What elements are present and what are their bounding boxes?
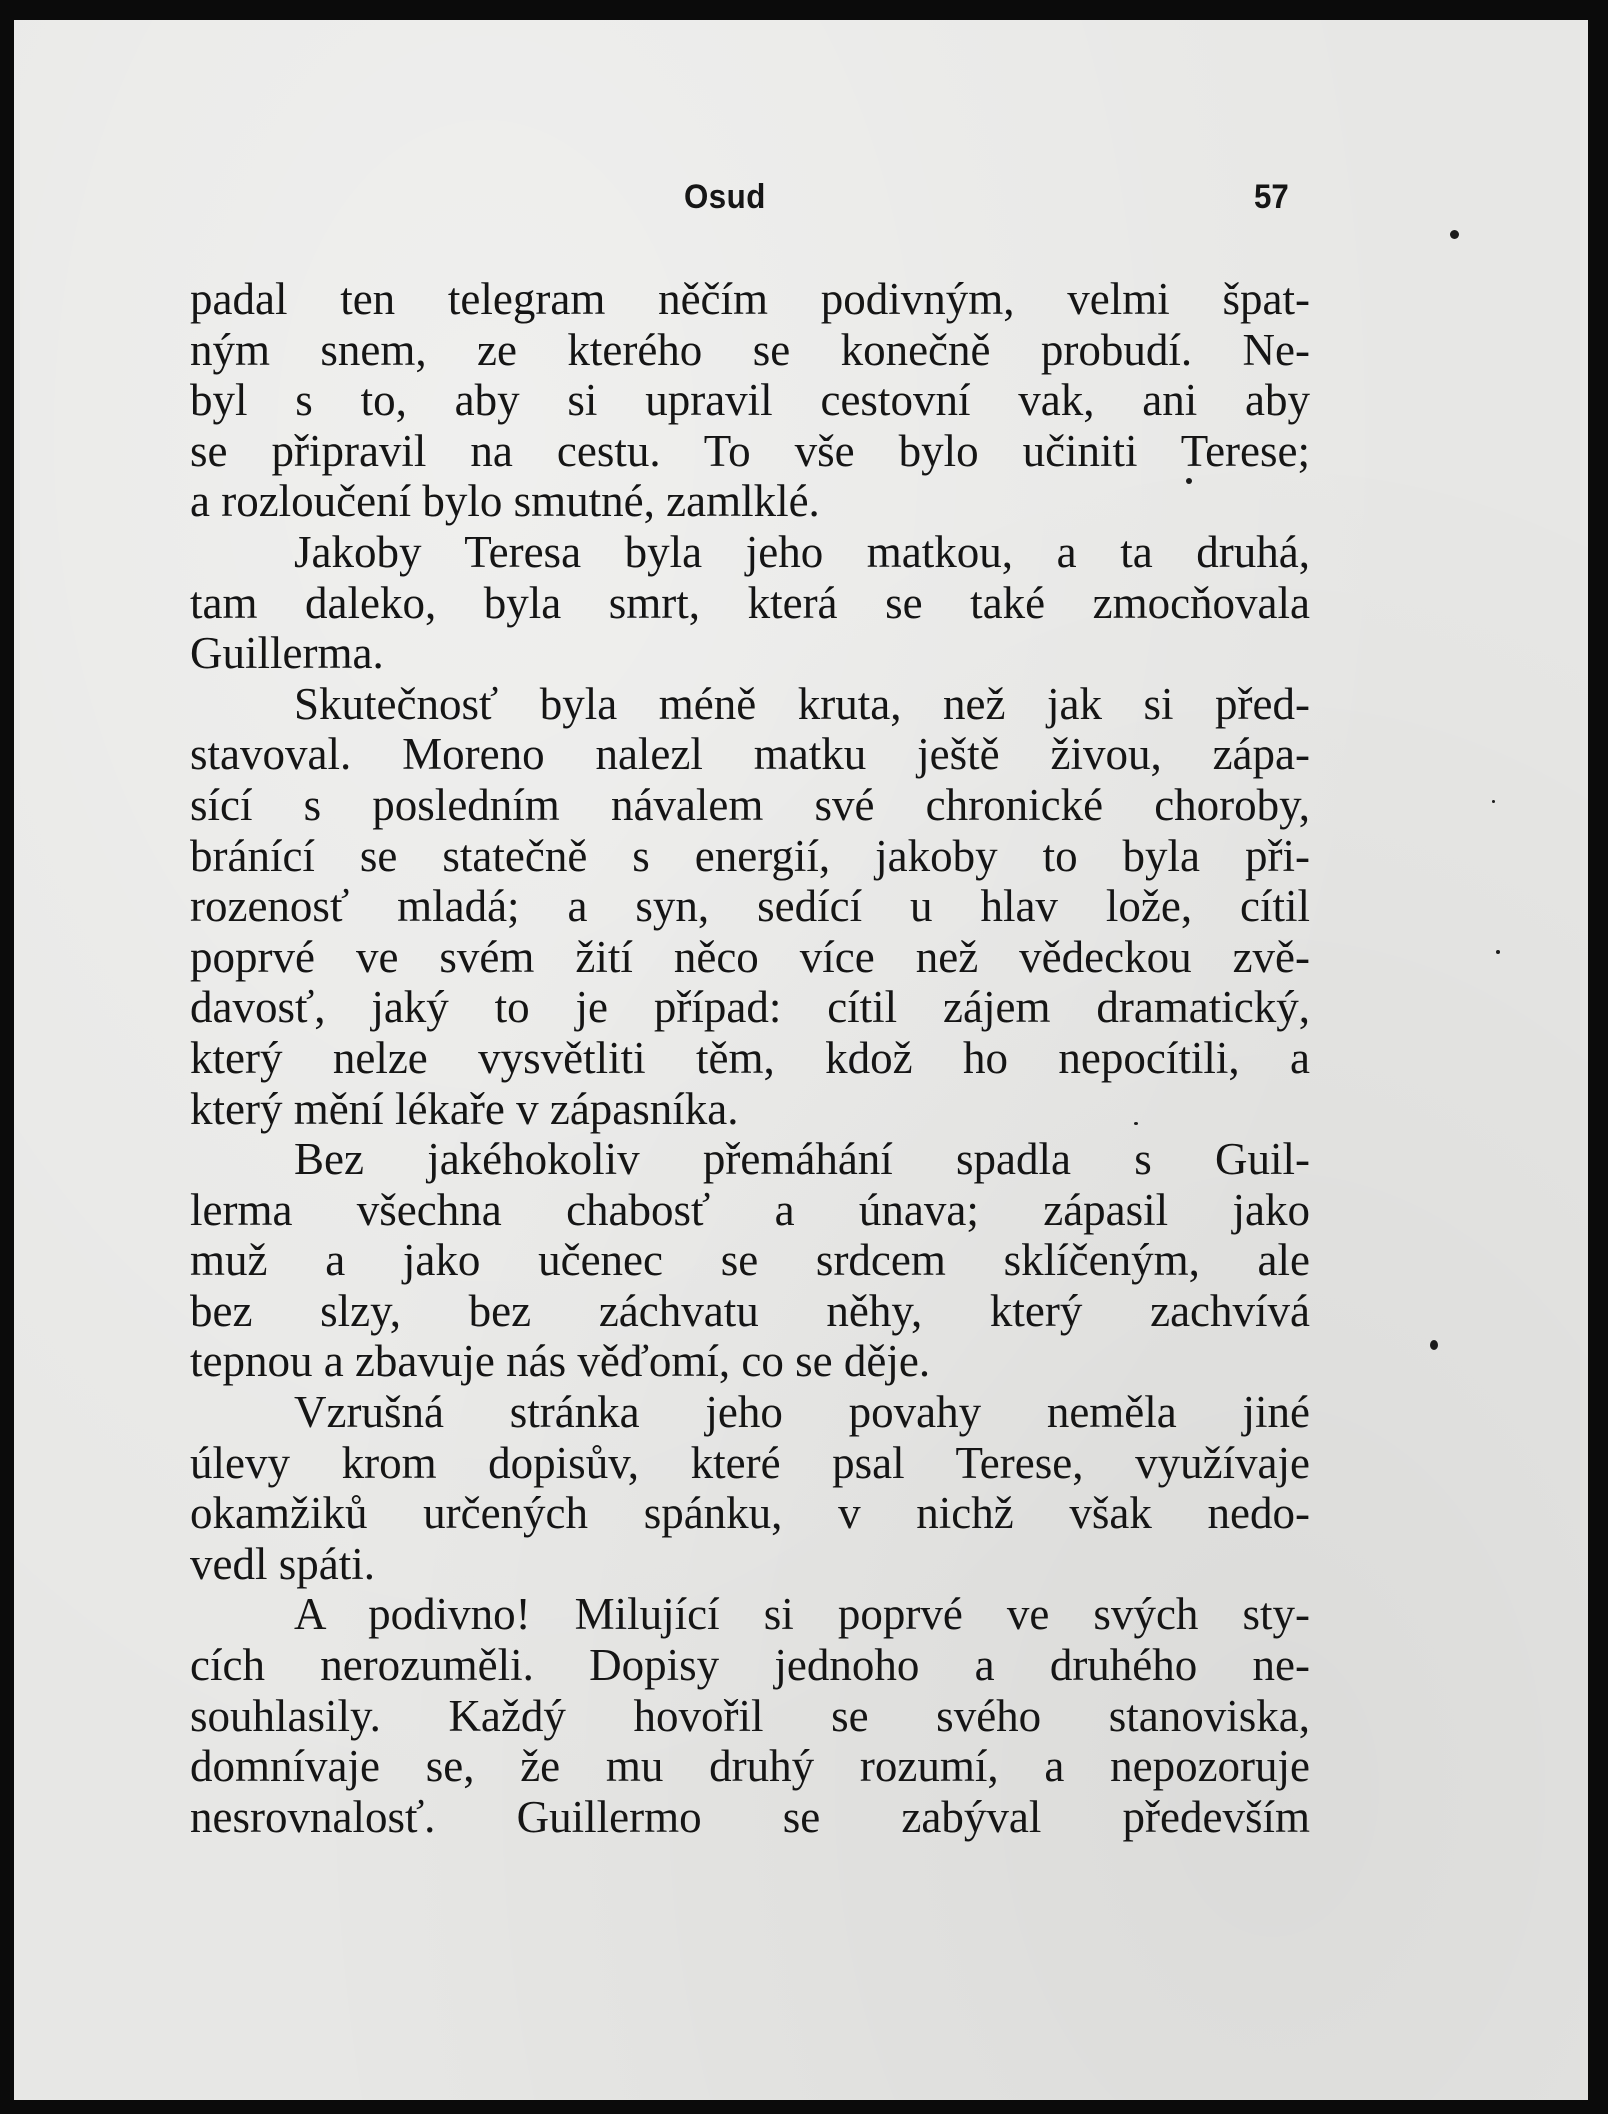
text-line: souhlasily. Každý hovořil se svého stanoviska,	[190, 1690, 1310, 1741]
text-line: lerma všechna chabosť a únava; zápasil jako	[190, 1184, 1310, 1235]
text-line: ným snem, ze kterého se konečně probudí. Ne-	[190, 324, 1310, 375]
scan-speck	[1492, 800, 1495, 803]
text-line: stavoval. Moreno nalezl matku ještě živou, zápa-	[190, 729, 1310, 780]
text-line: sící s posledním návalem své chronické choroby,	[190, 779, 1310, 830]
text-line: muž a jako učenec se srdcem sklíčeným, ale	[190, 1235, 1310, 1286]
text-line: bez slzy, bez záchvatu něhy, který zachvívá	[190, 1285, 1310, 1336]
text-line: tam daleko, byla smrt, která se také zmocňovala	[190, 577, 1310, 628]
text-line: vedl spáti.	[190, 1538, 375, 1589]
text-line: který mění lékaře v zápasníka.	[190, 1083, 739, 1134]
text-line: A podivno! Milující si poprvé ve svých sty-	[294, 1589, 1310, 1640]
text-line: cích nerozuměli. Dopisy jednoho a druhého ne-	[190, 1640, 1310, 1691]
text-line: tepnou a zbavuje nás věďomí, co se děje.	[190, 1336, 931, 1387]
text-line: se připravil na cestu. To vše bylo učiniti Terese;	[190, 425, 1310, 476]
scan-speck	[1430, 1340, 1438, 1350]
text-line: okamžiků určených spánku, v nichž však nedo-	[190, 1488, 1310, 1539]
text-line: byl s to, aby si upravil cestovní vak, ani aby	[190, 375, 1310, 426]
text-line: Jakoby Teresa byla jeho matkou, a ta druhá,	[294, 526, 1310, 577]
text-line: poprvé ve svém žití něco více než vědeckou zvě-	[190, 931, 1310, 982]
running-title: Osud	[684, 178, 766, 216]
text-line: který nelze vysvětliti těm, kdož ho nepocítili, a	[190, 1032, 1310, 1083]
page-number: 57	[1254, 178, 1289, 216]
text-line: nesrovnalosť. Guillermo se zabýval především	[190, 1791, 1310, 1842]
body-text	[190, 274, 1310, 1842]
text-line: úlevy krom dopisův, které psal Terese, využívaje	[190, 1437, 1310, 1488]
scan-speck	[1186, 478, 1192, 484]
text-line: bránící se statečně s energií, jakoby to byla při-	[190, 830, 1310, 881]
text-line: davosť, jaký to je případ: cítil zájem dramatický,	[190, 982, 1310, 1033]
text-line: domnívaje se, že mu druhý rozumí, a nepozoruje	[190, 1741, 1310, 1792]
text-line: a rozloučení bylo smutné, zamlklé.	[190, 476, 820, 527]
text-line: padal ten telegram něčím podivným, velmi špat-	[190, 274, 1310, 324]
text-line: Vzrušná stránka jeho povahy neměla jiné	[294, 1387, 1310, 1438]
book-page	[14, 20, 1588, 2100]
text-line: Skutečnosť byla méně kruta, než jak si před-	[294, 678, 1310, 729]
scan-speck	[1496, 950, 1500, 954]
text-line: Guillerma.	[190, 628, 384, 679]
page-header	[14, 178, 1588, 226]
scan-speck	[1450, 230, 1459, 239]
text-line: Bez jakéhokoliv přemáhání spadla s Guil-	[294, 1134, 1310, 1185]
scan-speck	[1134, 1122, 1138, 1125]
text-line: rozenosť mladá; a syn, sedící u hlav lože, cítil	[190, 881, 1310, 932]
